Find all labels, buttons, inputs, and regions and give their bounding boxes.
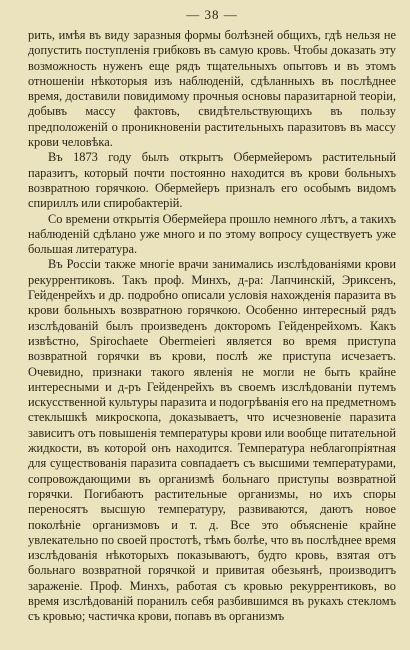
paragraph-3: Со времени открытія Обермейера прошло немного лѣтъ, а такихъ наблюденій сдѣлано уже много и по этому вопросу существуетъ уже большая литература. — [28, 211, 396, 257]
paragraph-2: Въ 1873 году былъ открытъ Обермейеромъ растительный паразитъ, который почти постоянно находится въ крови больныхъ возвратною горячкою. Обермейеръ призналъ его особымъ видомъ спириллъ или спиробактерій. — [28, 150, 396, 211]
page-number: — 38 — — [186, 7, 238, 22]
paragraph-4: Въ Россіи также многіе врачи занимались изслѣдованіями крови рекуррентиковъ. Такъ проф. Минхъ, д-ра: Лапчинскій, Эриксенъ, Гейденрейхъ и др. подробно описали условія нахожденія паразита въ крови больныхъ возвратною горячкою. Особенно интересный рядъ изслѣдованій былъ произведенъ докторомъ Гейденрейхомъ. Какъ извѣстно, Spirochaete Obermeieri является во время приступа возвратной горячки въ крови, послѣ же приступа исчезаетъ. Очевидно, признаки такого явленія не могли не быть крайне интересными и д-ръ Гейденрейхъ въ своемъ изслѣдованіи путемъ искусственной культуры паразита и подогрѣванія его на предметномъ стеклышкѣ микроскопа, доказываетъ, что исчезновеніе паразита зависитъ отъ повышенія температуры крови или вообще питательной жидкости, въ которой онъ находится. Температура неблагопріятная для существованія паразита совпадаетъ съ высшими температурами, сопровождающими въ организмѣ больнаго приступы возвратной горячки. Погибаютъ растительные организмы, но ихъ споры переносятъ высшую температуру, развиваются, даютъ новое поколѣніе организмовъ и т. д. Все это объясненіе крайне увлекательно по своей простотѣ, тѣмъ болѣе, что въ послѣднее время изслѣдованія нѣкоторыхъ показываютъ, будто кровь, взятая отъ больнаго возвратной горячкой и привитая обезьянѣ, производитъ зараженіе. Проф. Минхъ, работая съ кровью рекуррентиковъ, во время изслѣдованій поранилъ себя разбившимся въ рукахъ стекломъ съ кровью; частичка крови, попавъ въ организмъ — [28, 257, 396, 624]
paragraph-1: рить, имѣя въ виду заразныя формы болѣзней общихъ, гдѣ нельзя не допустить поступленія грибковъ въ самую кровь. Чтобы доказать эту возможность нуженъ еще рядъ тщательныхъ опытовъ и въ этомъ отношеніи нѣкоторыя изъ наблюденій, сдѣланныхъ въ послѣднее время, доставили повидимому прочныя основы паразитарной теоріи, добывъ массу фактовъ, свидѣтельствующихъ въ пользу предположеній о проникновеніи растительныхъ паразитовъ въ массу крови человѣка. — [28, 28, 396, 150]
